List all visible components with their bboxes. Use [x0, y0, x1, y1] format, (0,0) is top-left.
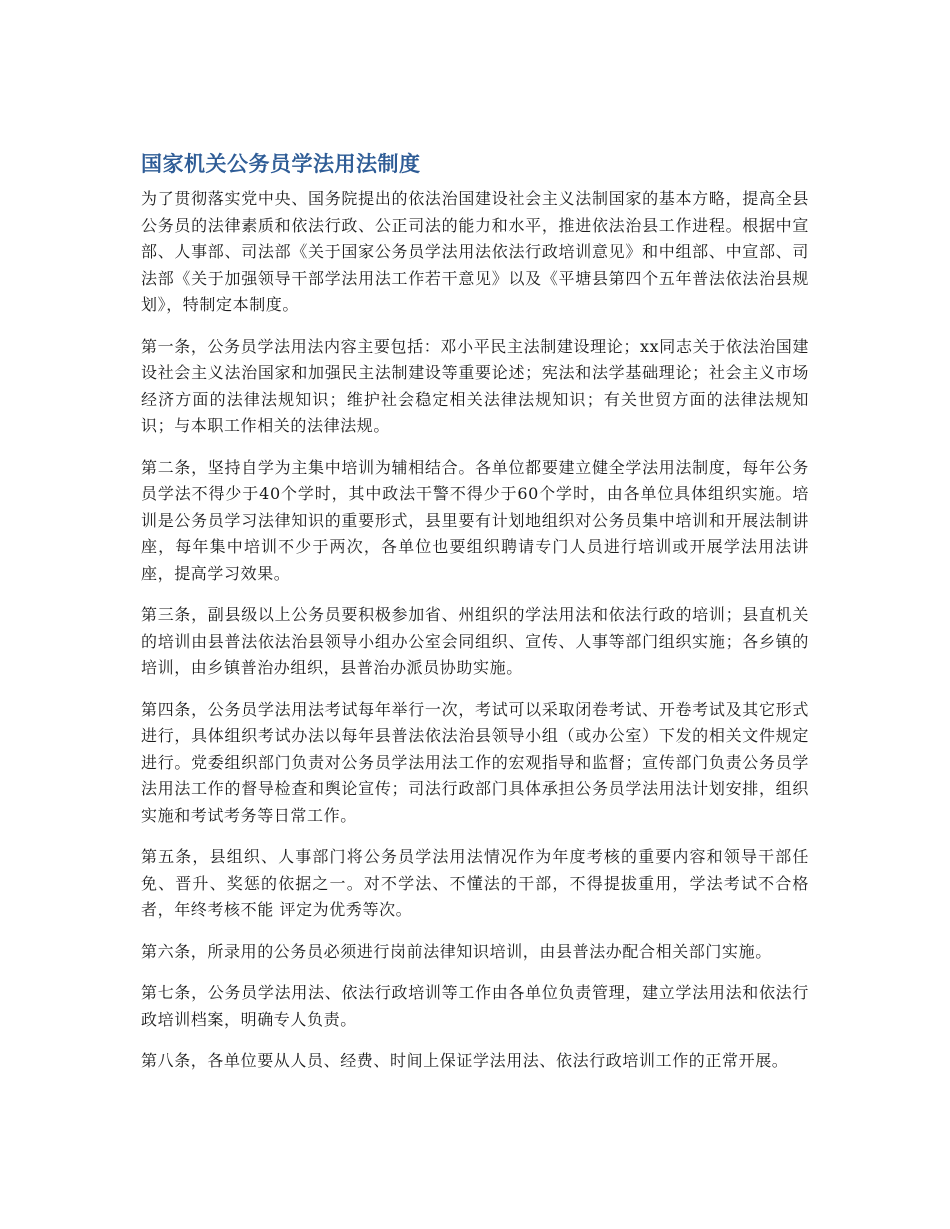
paragraph-article-2: 第二条，坚持自学为主集中培训为辅相结合。各单位都要建立健全学法用法制度，每年公务员学法不得少于40个学时，其中政法干警不得少于60个学时，由各单位具体组织实施。培训是公务员学习法律知识的重要形式，县里要有计划地组织对公务员集中培训和开展法制讲座，每年集中培训不少于两次，各单位也要组织聘请专门人员进行培训或开展学法用法讲座，提高学习效果。 [141, 457, 809, 583]
paragraph-article-5: 第五条，县组织、人事部门将公务员学法用法情况作为年度考核的重要内容和领导干部任免、晋升、奖惩的依据之一。对不学法、不懂法的干部，不得提拔重用，学法考试不合格者，年终考核不能 评定为优秀等次。 [141, 847, 809, 919]
document-page [141, 148, 809, 1090]
paragraph-article-4: 第四条，公务员学法用法考试每年举行一次，考试可以采取闭卷考试、开卷考试及其它形式进行，具体组织考试办法以每年县普法依法治县领导小组（或办公室）下发的相关文件规定进行。党委组织部门负责对公务员学法用法工作的宏观指导和监督；宣传部门负责公务员学法用法工作的督导检查和舆论宣传；司法行政部门具体承担公务员学法用法计划安排，组织实施和考试考务等日常工作。 [141, 699, 809, 825]
paragraph-article-6: 第六条，所录用的公务员必须进行岗前法律知识培训，由县普法办配合相关部门实施。 [141, 941, 772, 961]
paragraph-article-3: 第三条，副县级以上公务员要积极参加省、州组织的学法用法和依法行政的培训；县直机关的培训由县普法依法治县领导小组办公室会同组织、宣传、人事等部门组织实施；各乡镇的培训，由乡镇普治办组织，县普治办派员协助实施。 [141, 605, 809, 677]
paragraph-article-8: 第八条，各单位要从人员、经费、时间上保证学法用法、依法行政培训工作的正常开展。 [141, 1051, 789, 1070]
paragraph-article-7: 第七条，公务员学法用法、依法行政培训等工作由各单位负责管理，建立学法用法和依法行政培训档案，明确专人负责。 [141, 983, 809, 1029]
paragraph-preamble: 为了贯彻落实党中央、国务院提出的依法治国建设社会主义法制国家的基本方略，提高全县公务员的法律素质和依法行政、公正司法的能力和水平，推进依法治县工作进程。根据中宣部、人事部、司法部《关于国家公务员学法用法依法行政培训意见》和中组部、中宣部、司法部《关于加强领导干部学法用法工作若干意见》以及《平塘县第四个五年普法依法治县规划》，特制定本制度。 [141, 189, 809, 314]
paragraph-article-1: 第一条，公务员学法用法内容主要包括：邓小平民主法制建设理论；xx同志关于依法治国建设社会主义法治国家和加强民主法制建设等重要论述；宪法和法学基础理论；社会主义市场经济方面的法律法规知识；维护社会稳定相关法律法规知识；有关世贸方面的法律法规知识；与本职工作相关的法律法规。 [141, 336, 809, 435]
document-title: 国家机关公务员学法用法制度 [141, 152, 421, 176]
